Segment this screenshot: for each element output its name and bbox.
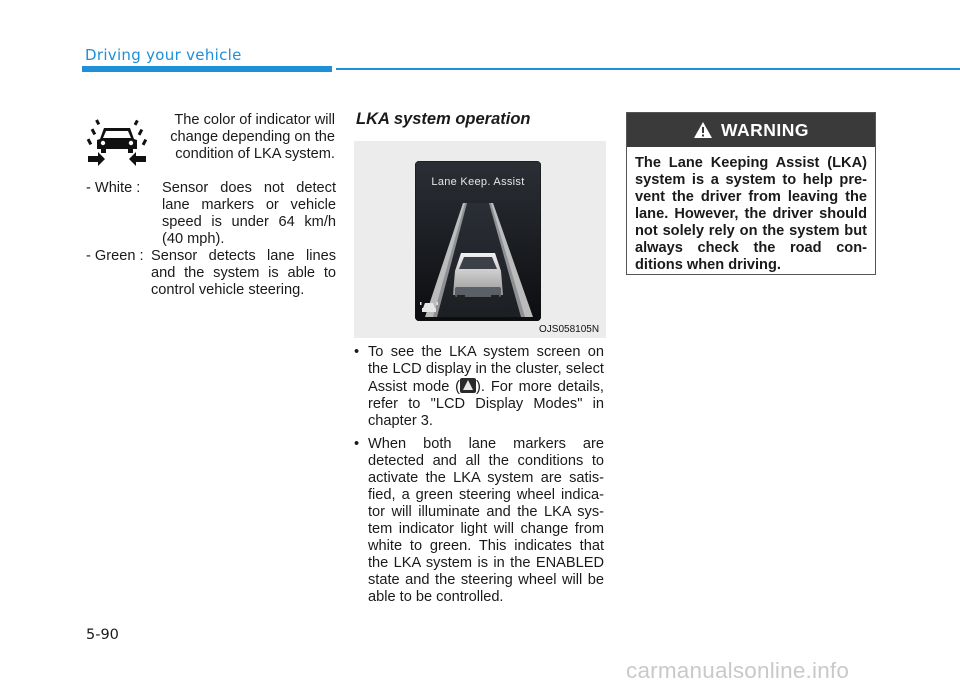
section-title: Driving your vehicle [85, 46, 242, 64]
warning-body: The Lane Keeping Assist (LKA) system is a system to help pre-vent the driver from leaving the lane. However, the driver should not solely rely on the system but always check the road con-ditions when driving. [635, 155, 867, 273]
list-item [352, 436, 604, 606]
list-item [352, 344, 604, 430]
figure-code: OJS058105N [539, 324, 600, 335]
screen-title: Lane Keep. Assist [431, 176, 525, 188]
assist-mode-icon [460, 378, 476, 393]
warning-box [626, 112, 876, 275]
warning-header [627, 113, 875, 147]
definition-term: - Green : [86, 248, 148, 264]
indicator-description: The color of indicator will change depending on the condition of LKA system. [170, 112, 335, 162]
definition-white [86, 180, 336, 248]
definition-green [86, 248, 336, 299]
warning-triangle-icon [693, 121, 713, 139]
header-rule-thin [336, 68, 960, 70]
definition-desc: Sensor detects lane lines and the system is able to control vehicle steering. [151, 248, 336, 298]
operation-bullets [352, 344, 604, 612]
page-number: 5-90 [86, 627, 119, 643]
header-rule-thick [82, 66, 332, 72]
bullet-text: To see the LKA system screen on the LCD display in the cluster, select Assist mode ( [368, 344, 604, 395]
lka-operation-heading: LKA system operation [356, 110, 531, 128]
bullet-text: ). For more details, refer to "LCD Display Modes" in chapter 3. [368, 379, 604, 429]
watermark-link[interactable]: carmanualsonline.info [626, 658, 850, 683]
warning-title: WARNING [720, 119, 810, 140]
definition-term: - White : [86, 180, 145, 196]
bullet-text: When both lane markers are detected and all the conditions to activate the LKA system are satis-fied, a green steering wheel indica-tor will illuminate and the LKA sys-tem indicator light will change from white to green. This indicates that the LKA system is in the ENABLED state and the steering wheel will be able to be controlled. [368, 436, 604, 605]
definition-desc: Sensor does not detect lane markers or vehicle speed is under 64 km/h (40 mph). [162, 180, 336, 247]
lka-indicator-icon [82, 112, 152, 166]
